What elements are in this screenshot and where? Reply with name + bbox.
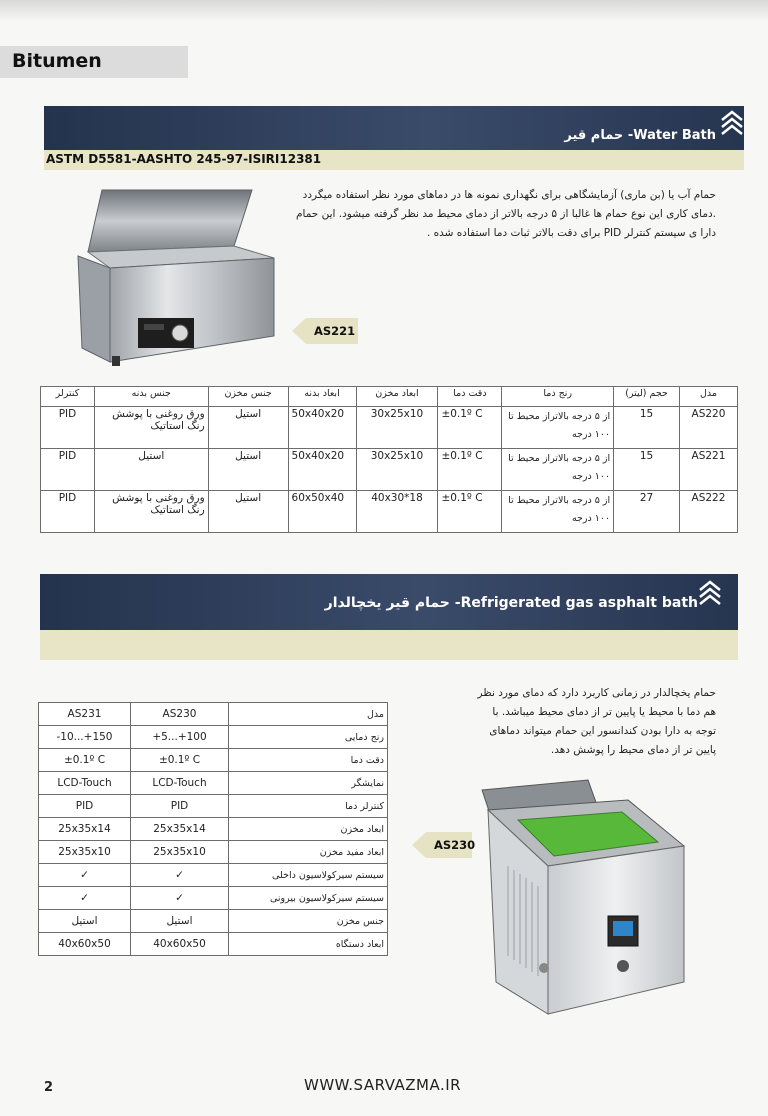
as230-cell: 25x35x10 bbox=[131, 841, 229, 864]
table-row bbox=[39, 910, 388, 933]
check-icon: ✓ bbox=[131, 864, 229, 887]
check-icon: ✓ bbox=[39, 887, 131, 910]
spec-label-cell: ابعاد دستگاه bbox=[229, 933, 388, 956]
table-row bbox=[39, 864, 388, 887]
as230-cell: استیل bbox=[131, 910, 229, 933]
table-header-cell: ابعاد بدنه bbox=[288, 387, 356, 407]
table-header-cell: مدل bbox=[679, 387, 737, 407]
table-row bbox=[39, 749, 388, 772]
model-tag-as221 bbox=[306, 318, 358, 344]
description-line: پایین تر از دمای محیط را پوشش دهد. bbox=[550, 744, 716, 756]
range-cell: از ۵ درجه بالاتراز محیط تا ۱۰۰ درجه bbox=[502, 449, 614, 491]
table-header-cell: رنج دما bbox=[502, 387, 614, 407]
refrigerated-bath-description bbox=[416, 684, 716, 760]
description-line: هم دما با محیط یا پایین تر از دمای محیط میباشد. با bbox=[492, 706, 716, 718]
model-cell: AS222 bbox=[679, 491, 737, 533]
section-title: Bitumen bbox=[12, 50, 102, 72]
tank-material-cell: استیل bbox=[208, 491, 288, 533]
refrigerated-bath-title: حمام قیر یخچالدار -Refrigerated gas asphalt bath bbox=[324, 595, 698, 611]
section-tab bbox=[0, 46, 188, 78]
volume-cell: 15 bbox=[614, 407, 680, 449]
model-tag-label: AS230 bbox=[434, 838, 476, 852]
tank-material-cell: استیل bbox=[208, 407, 288, 449]
table-row bbox=[39, 795, 388, 818]
water-bath-description bbox=[276, 186, 716, 243]
range-cell: از ۵ درجه بالاتراز محیط تا ۱۰۰ درجه bbox=[502, 491, 614, 533]
table-row bbox=[39, 703, 388, 726]
controller-cell: PID bbox=[41, 407, 95, 449]
tank-dimensions-cell: 40x30*18 bbox=[356, 491, 438, 533]
description-line: حمام یخچالدار در زمانی کاربرد دارد که دمای مورد نظر bbox=[477, 687, 716, 699]
as231-cell: -10...+150 bbox=[39, 726, 131, 749]
as230-cell: AS230 bbox=[131, 703, 229, 726]
water-bath-image bbox=[74, 186, 280, 366]
model-tag-as230 bbox=[426, 832, 476, 858]
refrigerated-bath-spec-table bbox=[38, 702, 388, 956]
table-header-cell: جنس مخزن bbox=[208, 387, 288, 407]
table-row bbox=[39, 726, 388, 749]
volume-cell: 27 bbox=[614, 491, 680, 533]
page-number: 2 bbox=[44, 1080, 54, 1095]
body-material-cell: استیل bbox=[94, 449, 208, 491]
description-line: دارا ی سیستم کنترلر PID برای دقت بالاتر ثبات دما استفاده شده . bbox=[426, 227, 716, 239]
refrigerated-bath-subheader bbox=[40, 630, 738, 660]
water-bath-title: حمام قیر -Water Bath bbox=[564, 128, 716, 143]
model-cell: AS220 bbox=[679, 407, 737, 449]
accuracy-cell: ±0.1º C bbox=[438, 407, 502, 449]
table-header-cell: جنس بدنه bbox=[94, 387, 208, 407]
model-cell: AS221 bbox=[679, 449, 737, 491]
refrigerated-bath-image bbox=[478, 776, 690, 1020]
company-logo-icon bbox=[696, 580, 724, 608]
table-header-cell: ابعاد مخزن bbox=[356, 387, 438, 407]
range-cell: از ۵ درجه بالاتراز محیط تا ۱۰۰ درجه bbox=[502, 407, 614, 449]
tank-dimensions-cell: 30x25x10 bbox=[356, 449, 438, 491]
table-row bbox=[39, 933, 388, 956]
table-row bbox=[39, 887, 388, 910]
table-header-cell: دقت دما bbox=[438, 387, 502, 407]
volume-cell: 15 bbox=[614, 449, 680, 491]
spec-label-cell: رنج دمایی bbox=[229, 726, 388, 749]
spec-label-cell: نمایشگر bbox=[229, 772, 388, 795]
table-row bbox=[41, 491, 738, 533]
spec-label-cell: ابعاد مفید مخزن bbox=[229, 841, 388, 864]
spec-label-cell: کنترلر دما bbox=[229, 795, 388, 818]
website-url[interactable]: WWW.SARVAZMA.IR bbox=[304, 1076, 462, 1094]
water-bath-spec-table bbox=[40, 386, 738, 533]
spec-label-cell: دقت دما bbox=[229, 749, 388, 772]
body-dimensions-cell: 50x40x20 bbox=[288, 449, 356, 491]
controller-cell: PID bbox=[41, 491, 95, 533]
spec-label-cell: سیستم سیرکولاسیون بیرونی bbox=[229, 887, 388, 910]
tank-dimensions-cell: 30x25x10 bbox=[356, 407, 438, 449]
as230-cell: LCD-Touch bbox=[131, 772, 229, 795]
as230-cell: 40x60x50 bbox=[131, 933, 229, 956]
body-dimensions-cell: 50x40x20 bbox=[288, 407, 356, 449]
body-material-cell: ورق روغنی با پوشش رنگ استاتیک bbox=[94, 407, 208, 449]
check-icon: ✓ bbox=[131, 887, 229, 910]
table-header-row bbox=[41, 387, 738, 407]
as230-cell: 25x35x14 bbox=[131, 818, 229, 841]
as231-cell: استیل bbox=[39, 910, 131, 933]
as231-cell: LCD-Touch bbox=[39, 772, 131, 795]
body-dimensions-cell: 60x50x40 bbox=[288, 491, 356, 533]
description-line: توجه به دارا بودن کندانسور این حمام میتواند دماهای bbox=[489, 725, 716, 737]
page-top-shade bbox=[0, 0, 768, 22]
tank-material-cell: استیل bbox=[208, 449, 288, 491]
as231-cell: AS231 bbox=[39, 703, 131, 726]
as230-cell: PID bbox=[131, 795, 229, 818]
table-row bbox=[41, 449, 738, 491]
as231-cell: 40x60x50 bbox=[39, 933, 131, 956]
standard-label: ASTM D5581-AASHTO 245-97-ISIRI12381 bbox=[46, 152, 322, 166]
body-material-cell: ورق روغنی با پوشش رنگ استاتیک bbox=[94, 491, 208, 533]
spec-label-cell: ابعاد مخزن bbox=[229, 818, 388, 841]
model-tag-label: AS221 bbox=[314, 324, 356, 338]
as231-cell: PID bbox=[39, 795, 131, 818]
table-row bbox=[41, 407, 738, 449]
table-row bbox=[39, 818, 388, 841]
table-row bbox=[39, 841, 388, 864]
company-logo-icon bbox=[718, 110, 746, 138]
spec-label-cell: سیستم سیرکولاسیون داخلی bbox=[229, 864, 388, 887]
table-row bbox=[39, 772, 388, 795]
spec-label-cell: مدل bbox=[229, 703, 388, 726]
as231-cell: 25x35x14 bbox=[39, 818, 131, 841]
accuracy-cell: ±0.1º C bbox=[438, 449, 502, 491]
spec-label-cell: جنس مخزن bbox=[229, 910, 388, 933]
check-icon: ✓ bbox=[39, 864, 131, 887]
description-line: حمام آب یا (بن ماری) آزمایشگاهی برای نگهداری نمونه ها در دماهای مورد نظر استفاده میگردد bbox=[302, 189, 716, 201]
description-line: .دمای کاری این نوع حمام ها غالبا از ۵ درجه بالاتر از دمای محیط مد نظر گرفته میشود. این حمام bbox=[296, 208, 716, 220]
controller-cell: PID bbox=[41, 449, 95, 491]
as231-cell: ±0.1º C bbox=[39, 749, 131, 772]
table-header-cell: حجم (لیتر) bbox=[614, 387, 680, 407]
as230-cell: +5...+100 bbox=[131, 726, 229, 749]
as231-cell: 25x35x10 bbox=[39, 841, 131, 864]
as230-cell: ±0.1º C bbox=[131, 749, 229, 772]
table-header-cell: کنترلر bbox=[41, 387, 95, 407]
accuracy-cell: ±0.1º C bbox=[438, 491, 502, 533]
